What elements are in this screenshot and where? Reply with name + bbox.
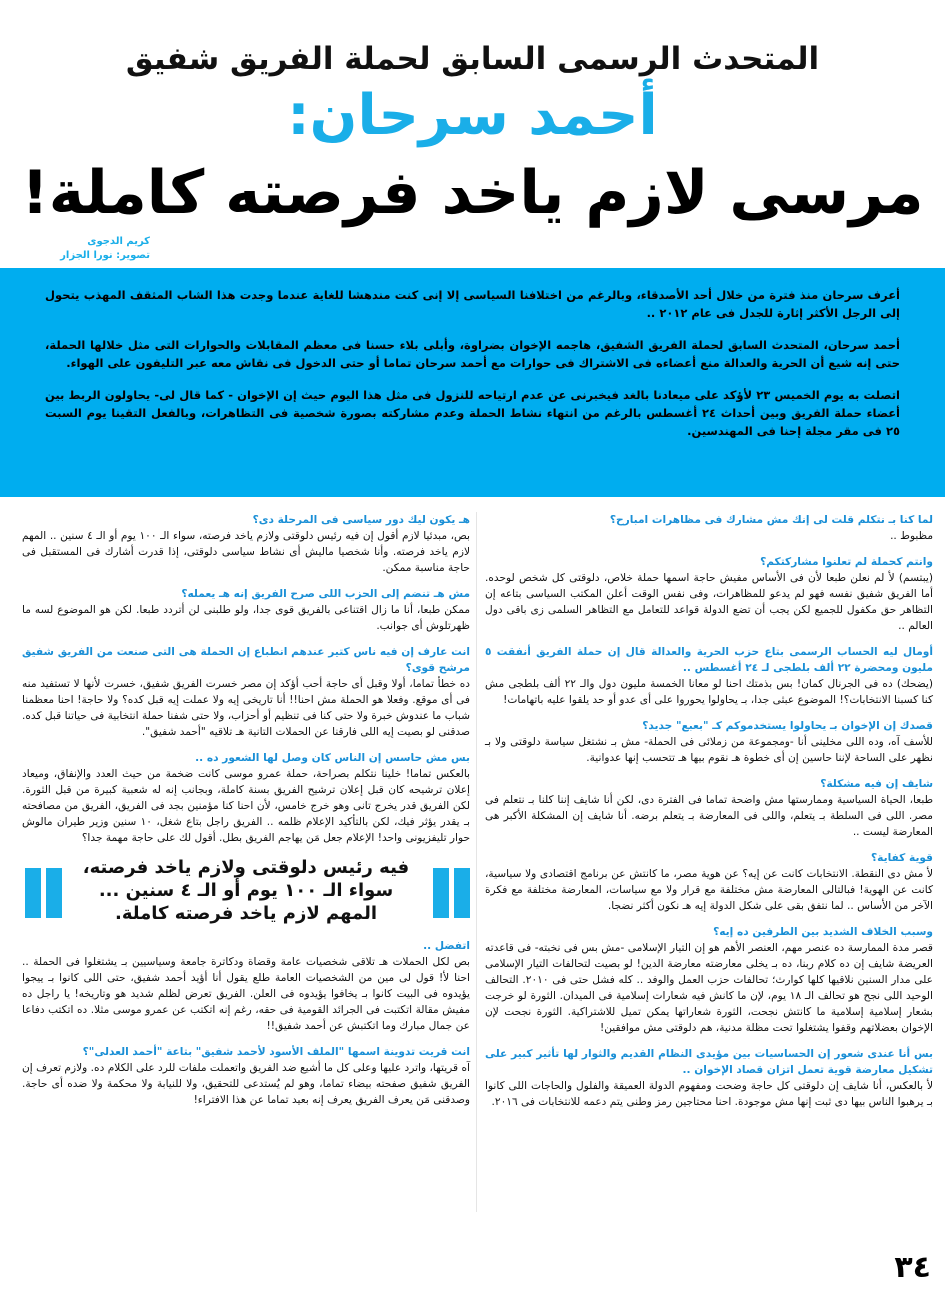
answer: (يبتسم) لأ لم نعلن طبعا لأن فى الأساس مفيش حاجة اسمها حملة خلاص، دلوقتى كل شخص لوحده. أما الفريق شفيق نفسه فهو لم يدعو للمظاهرات، وفى نفس الوقت أعلن المكتب السياسى بتاعه إن التظاهر حق مكفول للجميع لكن يجب أن تضع الدولة قواعد للتعامل مع التظاهر السلمى زى باقى دول العالم .. bbox=[485, 572, 933, 632]
question: لما كنا بـ نتكلم قلت لى إنك مش مشارك فى مظاهرات امبارح؟ bbox=[609, 514, 933, 526]
answer: بص، مبدئيا لازم أقول إن فيه رئيس دلوقتى ولازم ياخد فرصته، سواء الـ ١٠٠ يوم أو الـ ٤ سنين .. المهم لازم ياخد فرصته. وأنا شخصيا ماليش أى نشاط سياسى دلوقتى، إذا قدرت أشارك فى المستقبل فى حاجة مناسبة ممكن. bbox=[22, 530, 470, 574]
pull-quote bbox=[22, 856, 470, 926]
answer: آه قريتها، واترد عليها وعلى كل ما أشيع ضد الفريق واتعملت ملفات للرد على الكلام ده. ولازم تعرف إن الفريق شفيق صفحته بيضاء تماما، وهو لم يُستدعى للتحقيق، ولا للنيابة ولا محكمة ولا ضده أى حاجة. وصدقنى مَن يعرف الفريق يعرف إنه بعيد تماما عن هذا الافتراء! bbox=[22, 1062, 470, 1106]
qa-item bbox=[485, 776, 933, 840]
question: انت قريت تدوينة اسمها "الملف الأسود لأحمد شفيق" بتاعة "أحمد العدلى"؟ bbox=[82, 1046, 470, 1058]
credits bbox=[30, 235, 150, 263]
qa-item bbox=[22, 1044, 470, 1108]
qa-item bbox=[485, 644, 933, 708]
question: وانتم كحملة لم تعلنوا مشاركتكم؟ bbox=[760, 556, 933, 568]
kicker-title: المتحدث الرسمى السابق لحملة الفريق شفيق bbox=[125, 41, 820, 77]
answer: قصر مدة الممارسة ده عنصر مهم، العنصر الأهم هو إن التيار الإسلامى -مش بس فى نخبته- فى قاعدته العريضة شايف إن ده كلام ربنا، ده بـ يخلى معارضته معارضة الدين! لو بصيت لتحالفات التيار الإسلامى على مدار السنين نلاقيها كلها كوارث؛ تحالفات حزب العمل والوفد .. كله فشل حتى فى ٢٠١٠. التحالف الوحيد اللى نجح هو تحالف الـ ١٨ يوم، لإن ما كانش فيه شعارات إسلامية فى الميدان. الثورة لو خرجت بشعار إسلامية إسلامية ما كانتش نجحت، الثورة شعاراتها يمكن تميل للاشتراكية. الثورة نجحت لإن الإخوان بعضلاتهم وقفوا يشتغلوا تحت مظلة مدنية، هم دلوقتى مش موافقين! bbox=[485, 942, 933, 1034]
quote-mark-icon bbox=[430, 868, 470, 918]
answer: لأ بالعكس، أنا شايف إن دلوقتى كل حاجة وضحت ومفهوم الدولة العميقة والفلول والحاجات اللى كانوا بـ يرهبوا الناس بيها دى ثبت إنها مش موجودة. احنا محتاجين رمز وطنى يتم دعمه للانتخابات فى ٢٠١٦. bbox=[485, 1080, 933, 1108]
pull-quote-text: فيه رئيس دلوقتى ولازم ياخد فرصته، سواء الـ ١٠٠ يوم أو الـ ٤ سنين ... المهم لازم ياخد فرصته كاملة. bbox=[82, 857, 410, 924]
qa-item bbox=[485, 924, 933, 1036]
intro-paragraph: اتصلت به يوم الخميس ٢٣ لأؤكد على ميعادنا بالغد فيخبرنى عن عدم ارتياحه للنزول فى مثل هذا اليوم حيث إن الإخوان - كما قال لى- يحاولون الربط بين أعضاء حملة الفريق وبين أحداث ٢٤ أغسطس بالرغم من انتهاء نشاط الحملة وعدم مشاركته بصورة شخصية فى التظاهرات، وبالفعل التقينا يوم السبت ٢٥ فى مقر مجلة إحنا فى المهندسين. bbox=[45, 388, 900, 438]
answer: بالعكس تماما! خلينا نتكلم بصراحة، حملة عمرو موسى كانت ضخمة من حيث العدد والإنفاق، وميعاد إعلان ترشيحه كان قبل إعلان ترشيح الفريق بسنة كاملة، وبجانب إنه له شعبية كبيرة من قبل الثورة. لكن الفريق قدر يخرج تانى وهو خرج خامس، لأن احنا كنا مؤمنين بجد فى الفريق، الفريق من مصافحته بـ يقدر يؤثر فيك، لكن بالتأكيد الإعلام ظلمه .. الفريق راجل بتاع شغل، ١٠ سنين وزير طيران مالوش حوار تليفزيونى واحد! الإعلام جعل مَن يهاجم الفريق بطل. أقول لك على حاجة مهمة جدا؟ bbox=[22, 768, 471, 844]
qa-item bbox=[485, 1046, 933, 1110]
question: شايف إن فيه مشكلة؟ bbox=[820, 778, 933, 790]
qa-item bbox=[22, 750, 470, 846]
qa-item bbox=[485, 718, 933, 766]
answer: ممكن طبعا، أنا ما زال اقتناعى بالفريق قوى جدا، ولو طلبنى لن أتردد طبعا. لكن هو الموضوع لسه ما ظهرتلوش أى جوانب. bbox=[22, 604, 470, 632]
question: بس مش حاسس إن الناس كان وصل لها الشعور ده .. bbox=[195, 752, 470, 764]
qa-item bbox=[22, 644, 470, 740]
answer: بص لكل الحملات هـ تلاقى شخصيات عامة وقضاة ودكاترة جامعة وسياسيين بـ يشتغلوا فى الحملة .. احنا لأ! قول لى مين من الشخصيات العامة طلع يقول أنا أؤيد أحمد شفيق، حتى اللى كانوا بـ ييجوا يؤيدوه فى البيت كانوا بـ يخافوا يؤيدوه فى العلن. الفريق تعرض لظلم شديد هو وتاريخه! يا راجل ده مفيش مقالة اتكتبت فى الجرائد القومية فى حقه، رغم إنه اتكتب عن عمرو موسى مثلا. ده اتكتب دفاعا عن جمال مبارك وما اتكتبش عن أحمد شفيق!! bbox=[22, 956, 470, 1032]
right-column bbox=[485, 512, 933, 1120]
answer: (يضحك) ده فى الجرنال كمان! بس بذمتك احنا لو معانا الخمسة مليون دول والـ ٢٢ ألف بلطجى مش كنا كسبنا الانتخابات؟! الموضوع عبثى جدا، بـ يحاولوا يحوروا على أى عدو أو حد يلقوا عليه باتهامات! bbox=[485, 678, 933, 706]
answer: للأسف آه، وده اللى مخلينى أنا -ومجموعة من زملائى فى الحملة- مش بـ نشتغل سياسة دلوقتى ولا بـ نظهر على الساحة لإننا حاسين إن أى خطوة هـ نقوم بيها هـ تتحسب إنها عدوانية. bbox=[485, 736, 933, 764]
question: قوية كفاية؟ bbox=[871, 852, 933, 864]
qa-item bbox=[22, 938, 470, 1034]
intro-box bbox=[0, 268, 945, 497]
question: وسبب الخلاف الشديد بين الطرفين ده إيه؟ bbox=[713, 926, 933, 938]
qa-item bbox=[22, 512, 470, 576]
author-credit: كريم الدجوى bbox=[87, 236, 150, 247]
photo-credit: تصوير: نورا الجزار bbox=[60, 250, 150, 261]
qa-item bbox=[485, 512, 933, 544]
qa-item bbox=[485, 554, 933, 634]
question: مش هـ تنضم إلى الحزب اللى صرح الفريق إنه هـ يعمله؟ bbox=[181, 588, 470, 600]
question: أومال ليه الحساب الرسمى بتاع حزب الحرية والعدالة قال إن حملة الفريق أنفقت ٥ مليون ومحضرة ٢٢ ألف بلطجى لـ ٢٤ أغسطس .. bbox=[485, 646, 933, 674]
headline: مرسى لازم ياخد فرصته كاملة! bbox=[21, 158, 924, 228]
question: هـ يكون ليك دور سياسى فى المرحلة دى؟ bbox=[252, 514, 470, 526]
qa-item bbox=[22, 586, 470, 634]
question: قصدك إن الإخوان بـ يحاولوا يستخدموكم كـ "بعبع" جديد؟ bbox=[642, 720, 933, 732]
intro-paragraph: أحمد سرحان، المتحدث السابق لحملة الفريق الشفيق، هاجمه الإخوان بضراوة، وأبلى بلاء حسنا فى معظم المقابلات والحوارات التى مثل خلالها الحملة، حتى إنه شيع أن الحرية والعدالة منع أعضاءه فى الاشتراك فى حوارات مع أحمد سرحان تماما أو حتى الدخول فى نقاش معه عبر التليفون على الهواء. bbox=[45, 338, 900, 370]
answer: طبعا، الحياة السياسية وممارستها مش واضحة تماما فى الفترة دى، لكن أنا شايف إننا كلنا بـ نتعلم فى مصر. اللى فى السلطة بـ يتعلم، واللى فى المعارضة بـ يتعلم برضه. أنا شايف إن المشكلة الأكبر هى المعارضة ليست .. bbox=[485, 794, 933, 838]
left-column bbox=[22, 512, 470, 1118]
page-number: ٣٤ bbox=[894, 1250, 931, 1285]
question: انت عارف إن فيه ناس كتير عندهم انطباع إن الحملة هى التى صنعت من الفريق شفيق مرشح قوى؟ bbox=[22, 646, 470, 674]
column-divider bbox=[476, 512, 477, 1212]
qa-item bbox=[485, 850, 933, 914]
interviewee-name: أحمد سرحان: bbox=[287, 83, 658, 148]
question: اتفضل .. bbox=[423, 940, 470, 952]
quote-mark-icon bbox=[22, 868, 62, 918]
question: بس أنا عندى شعور إن الحساسيات بين مؤيدى النظام القديم والثوار لها تأثير كبير على تشكيل معارضة قوية تعمل اتزان قصاد الإخوان .. bbox=[485, 1048, 933, 1076]
intro-paragraph: أعرف سرحان منذ فترة من خلال أحد الأصدقاء، وبالرغم من اختلافنا السياسى إلا إنى كنت مندهشا للغاية عندما وجدت هذا الشاب المثقف المهذب يتحول إلى الرجل الأكثر إثارة للجدل فى عام ٢٠١٢ .. bbox=[45, 288, 900, 320]
answer: لأ مش دى النقطة. الانتخابات كانت عن إيه؟ عن هوية مصر، ما كانتش عن برنامج اقتصادى ولا سياسية، كانت عن الهوية! فبالتالى المعارضة مش مختلفة مع قرار ولا مع سياسات، المعارضة مختلفة مع فكرة الآخر من الأساس .. لما نتفق بقى على شكل الدولة إيه هـ نكون أكثر نضجا. bbox=[485, 868, 933, 912]
answer: ده خطأ تماما، أولا وقبل أى حاجة أحب أؤكد إن مصر خسرت الفريق شفيق، خسرت لأنها لا تستفيد منه فى أى موقع. وفعلا هو الحملة مش احنا!! أنا تاريخى إيه ولا عملت إيه قبل كده؟ ولا حاجة! احنا معظمنا شباب ما عندوش خبرة ولا حتى كنا فى تنظيم أو أحزاب، ولا حتى شفنا حملة انتخابية فى حياتنا قبل كده. صدقنى لو بصيت إيه اللى فارقنا عن الحملات التانية هـ تلاقيه "أحمد شفيق". bbox=[22, 678, 470, 738]
answer: مظبوط .. bbox=[890, 530, 933, 542]
